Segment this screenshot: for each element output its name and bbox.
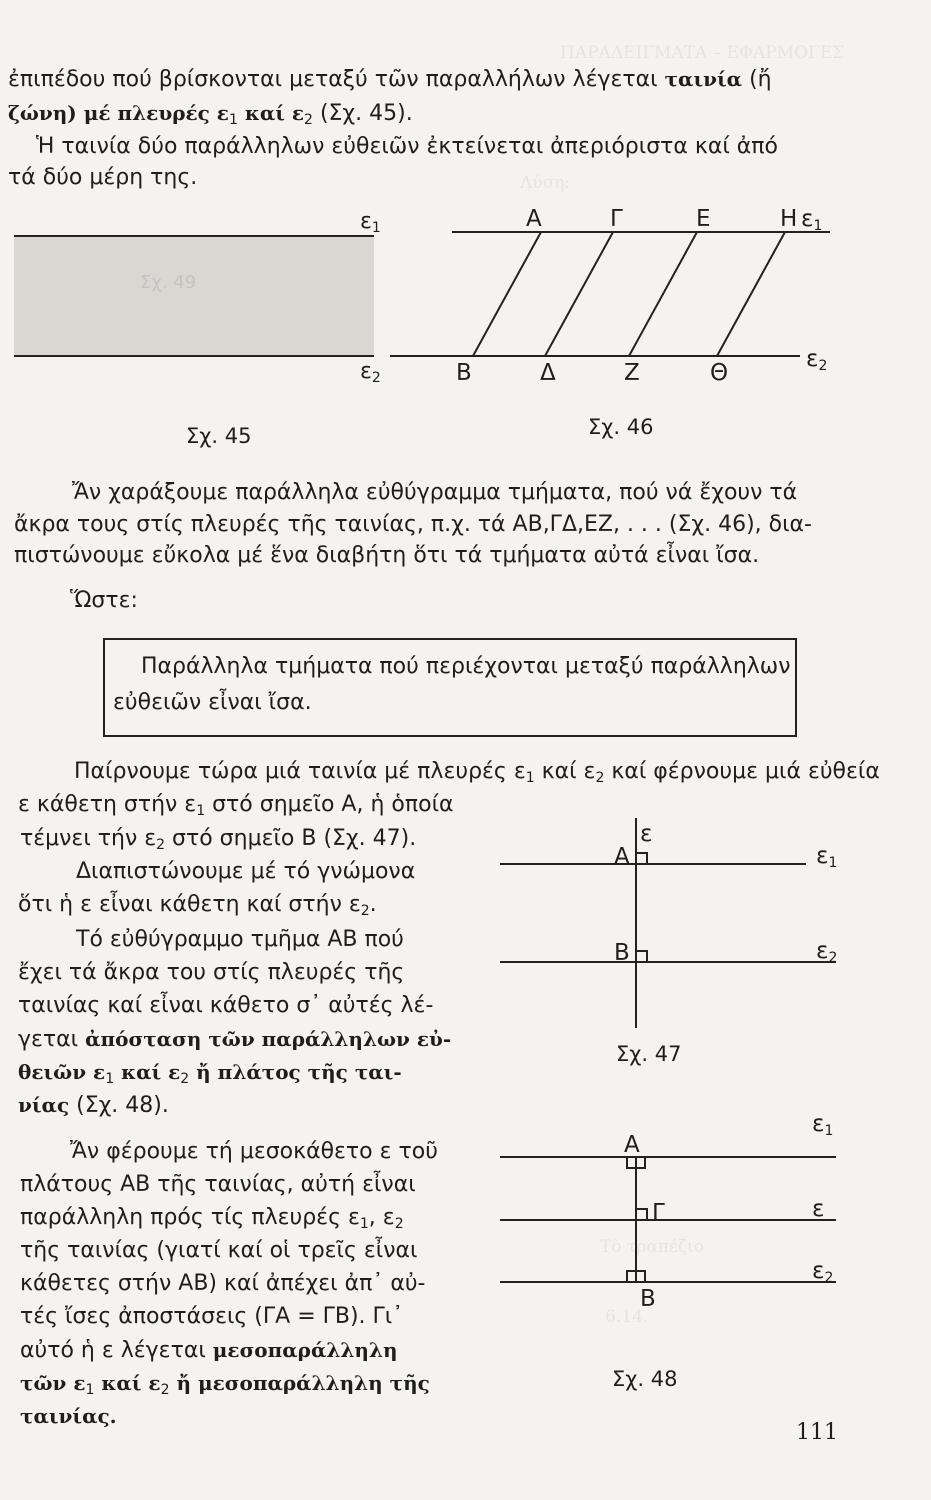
label-b: Β — [614, 940, 630, 966]
label-h: Η — [780, 206, 798, 232]
caption-48: Σχ. 48 — [612, 1367, 678, 1391]
caption-46: Σχ. 46 — [588, 415, 654, 439]
bleed-through-heading: ΠΑΡΑΔΕΙΓΜΑΤΑ – ΕΦΑΡΜΟΓΕΣ — [560, 43, 845, 63]
caption-47: Σχ. 47 — [616, 1042, 682, 1066]
theorem-line: εὐθειῶν εἶναι ἴσα. — [113, 690, 312, 715]
label-e: ε — [640, 821, 653, 847]
label-e: ε — [812, 1196, 825, 1222]
label-e2-right: ε2 — [806, 346, 828, 374]
label-z: Ζ — [624, 360, 640, 386]
text-line: Διαπιστώνουμε μέ τό γνώμονα — [76, 859, 416, 884]
text-line: ἐπιπέδου πού βρίσκονται μεταξύ τῶν παραλλήλων λέγεται ταινία (ἤ — [8, 67, 772, 92]
text-line: ταινίας. — [20, 1404, 117, 1428]
text-line: πλάτους ΑΒ τῆς ταινίας, αὐτή εἶναι — [20, 1172, 416, 1197]
label-a: Α — [614, 844, 630, 870]
label-e1: ε1 — [812, 1111, 834, 1139]
label-e2: ε2 — [816, 938, 838, 966]
bleed-through-heading: 6.14. — [605, 1307, 649, 1327]
text-line: νίας (Σχ. 48). — [18, 1093, 169, 1118]
ghost-figure-label: Σχ. 49 — [140, 272, 197, 293]
bleed-through-heading: Λύση: — [520, 173, 571, 193]
label-e1: ε1 — [816, 843, 838, 871]
text-line: Ὥστε: — [70, 588, 138, 613]
label-e2: ε2 — [812, 1258, 834, 1286]
text-line: τά δύο μέρη της. — [8, 165, 198, 190]
text-line: γεται ἀπόσταση τῶν παράλληλων εὐ- — [18, 1027, 452, 1052]
label-g: Γ — [652, 1200, 665, 1226]
text-line: τῆς ταινίας (γιατί καί οἱ τρεῖς εἶναι — [20, 1238, 418, 1263]
text-line: ζώνη) μέ πλευρές $\varepsilon_1$ καί $\varepsilon_2$ (Σχ. 45). — [8, 101, 413, 128]
label-e2: ε2 — [360, 359, 381, 386]
label-th: Θ — [710, 360, 729, 386]
text-line: ταινίας καί εἶναι κάθετο σ᾽ αὐτές λέ- — [18, 993, 434, 1018]
caption-45: Σχ. 45 — [186, 424, 252, 448]
theorem-line: Παράλληλα τμήματα πού περιέχονται μεταξύ παράλληλων — [141, 654, 791, 679]
text-line: κάθετες στήν ΑΒ) καί ἀπέχει ἀπ᾽ αὐ- — [20, 1271, 426, 1296]
label-e1-right: ε1 — [801, 206, 823, 234]
text-line: Ἄν φέρουμε τή μεσοκάθετο ε τοῦ — [70, 1139, 438, 1164]
text-line: αὐτό ἡ ε λέγεται μεσοπαράλληλη — [20, 1338, 398, 1363]
label-d: Δ — [540, 360, 556, 386]
text-line: τέμνει τήν $\varepsilon_2$ στό σημεῖο Β (Σχ. 47). — [20, 826, 417, 853]
text-line: Τό εὐθύγραμμο τμῆμα ΑΒ πού — [76, 927, 404, 952]
text-line: ἔχει τά ἄκρα του στίς πλευρές τῆς — [18, 960, 405, 985]
label-e: Ε — [696, 206, 711, 232]
text-line: πιστώνουμε εὔκολα μέ ἕνα διαβήτη ὅτι τά τμήματα αὐτά εἶναι ἴσα. — [14, 543, 760, 568]
text-line: παράλληλη πρός τίς πλευρές $\varepsilon_1$, $\varepsilon_2$ — [20, 1205, 404, 1232]
text-line: τές ἴσες ἀποστάσεις (ΓΑ = ΓΒ). Γι᾽ — [20, 1304, 404, 1329]
label-a: Α — [526, 206, 542, 232]
term-taenia: ταινία — [664, 67, 743, 91]
label-g: Γ — [610, 206, 623, 232]
label-e1: ε1 — [360, 209, 381, 236]
right-angle-mark-g — [636, 1209, 647, 1220]
label-b: Β — [640, 1286, 656, 1312]
text-line: ἄκρα τους στίς πλευρές τῆς ταινίας, π.χ. τά ΑΒ,ΓΔ,ΕΖ, . . . (Σχ. 46), δια- — [14, 512, 812, 537]
page-number: 111 — [796, 1420, 838, 1445]
text-line: θειῶν $\varepsilon_1$ καί $\varepsilon_2$ ἤ πλάτος τῆς ται- — [18, 1060, 402, 1087]
text-line: Ἡ ταινία δύο παράλληλων εὐθειῶν ἐκτείνεται ἀπεριόριστα καί ἀπό — [36, 134, 778, 159]
bleed-through-heading: Τὸ τραπέζιο — [600, 1237, 704, 1257]
text-line: ε κάθετη στήν $\varepsilon_1$ στό σημεῖο Α, ἡ ὁποία — [18, 792, 454, 819]
label-a: Α — [624, 1132, 640, 1158]
text-line: τῶν $\varepsilon_1$ καί $\varepsilon_2$ ἤ μεσοπαράλληλη τῆς — [20, 1371, 430, 1398]
label-b: Β — [456, 360, 472, 386]
text-line: Ἄν χαράξουμε παράλληλα εὐθύγραμμα τμήματα, πού νά ἔχουν τά — [72, 480, 798, 505]
text-line: ὅτι ἡ ε εἶναι κάθετη καί στήν $\varepsilon_2$. — [18, 892, 377, 919]
text-line: Παίρνουμε τώρα μιά ταινία μέ πλευρές $\varepsilon_1$ καί $\varepsilon_2$ καί φέρνουμε μιά εὐθεία — [74, 759, 880, 786]
